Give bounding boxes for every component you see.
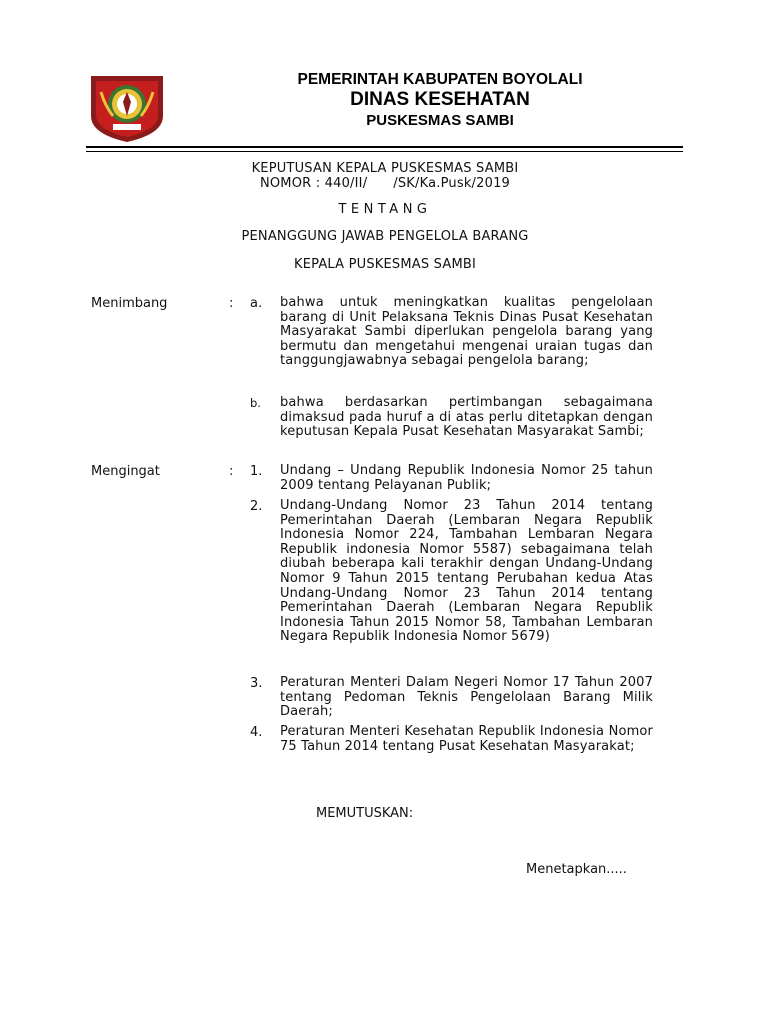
mengingat-item-3: Peraturan Menteri Dalam Negeri Nomor 17 Tahun 2007 tentang Pedoman Teknis Pengelolaan Barang Milik Daerah;	[280, 675, 653, 720]
menetapkan-continuation: Menetapkan.....	[526, 862, 627, 877]
menimbang-label: Menimbang	[91, 296, 168, 311]
mengingat-marker-4: 4.	[250, 725, 263, 740]
mengingat-item-4: Peraturan Menteri Kesehatan Republik Indonesia Nomor 75 Tahun 2014 tentang Pusat Kesehatan Masyarakat;	[280, 724, 653, 754]
mengingat-marker-2: 2.	[250, 499, 263, 514]
menimbang-colon: :	[229, 296, 234, 311]
mengingat-label: Mengingat	[91, 464, 160, 479]
memutuskan-heading: MEMUTUSKAN:	[316, 806, 414, 821]
letterhead-divider-thin	[86, 151, 683, 152]
decree-title-line1: KEPUTUSAN KEPALA PUSKESMAS SAMBI	[251, 161, 519, 176]
mengingat-item-1: Undang – Undang Republik Indonesia Nomor 25 tahun 2009 tentang Pelayanan Publik;	[280, 463, 653, 493]
decree-title	[160, 161, 610, 191]
mengingat-marker-1: 1.	[250, 464, 263, 479]
decree-number: NOMOR : 440/II/ /SK/Ka.Pusk/2019	[259, 176, 511, 191]
mengingat-marker-3: 3.	[250, 676, 263, 691]
letterhead-unit: PUSKESMAS SAMBI	[366, 112, 514, 129]
menimbang-marker-b: b.	[250, 396, 261, 410]
mengingat-item-2: Undang-Undang Nomor 23 Tahun 2014 tentang Pemerintahan Daerah (Lembaran Negara Republik Indonesia Nomor 224, Tambahan Lembaran Negara Republik indonesia Nomor 5587) sebagaimana telah diubah beberapa kali terakhir dengan Undang-Undang Nomor 9 Tahun 2015 tentang Perubahan kedua Atas Undang-Undang Nomor 23 Tahun 2014 tentang Pemerintahan Daerah (Lembaran Negara Republik Indonesia Tahun 2015 Nomor 58, Tambahan Lembaran Negara Republik Indonesia Nomor 5679)	[280, 498, 653, 645]
menimbang-item-a: bahwa untuk meningkatkan kualitas pengelolaan barang di Unit Pelaksana Teknis Dinas Pusat Kesehatan Masyarakat Sambi diperlukan pengelola barang yang bermutu dan mengetahui mengenai uraian tugas dan tanggungjawabnya sebagai pengelola barang;	[280, 295, 653, 369]
menimbang-item-b: bahwa berdasarkan pertimbangan sebagaimana dimaksud pada huruf a di atas perlu ditetapkan dengan keputusan Kepala Pusat Kesehatan Masyarakat Sambi;	[280, 395, 653, 440]
boyolali-emblem-logo	[87, 72, 167, 144]
issuing-official: KEPALA PUSKESMAS SAMBI	[293, 257, 477, 272]
letterhead-government: PEMERINTAH KABUPATEN BOYOLALI	[297, 71, 583, 88]
menimbang-marker-a: a.	[250, 296, 263, 311]
decree-subject: PENANGGUNG JAWAB PENGELOLA BARANG	[241, 229, 529, 244]
mengingat-colon: :	[229, 464, 234, 479]
tentang-heading: TENTANG	[338, 202, 432, 217]
letterhead-agency: DINAS KESEHATAN	[350, 89, 530, 110]
letterhead-divider	[86, 146, 683, 148]
